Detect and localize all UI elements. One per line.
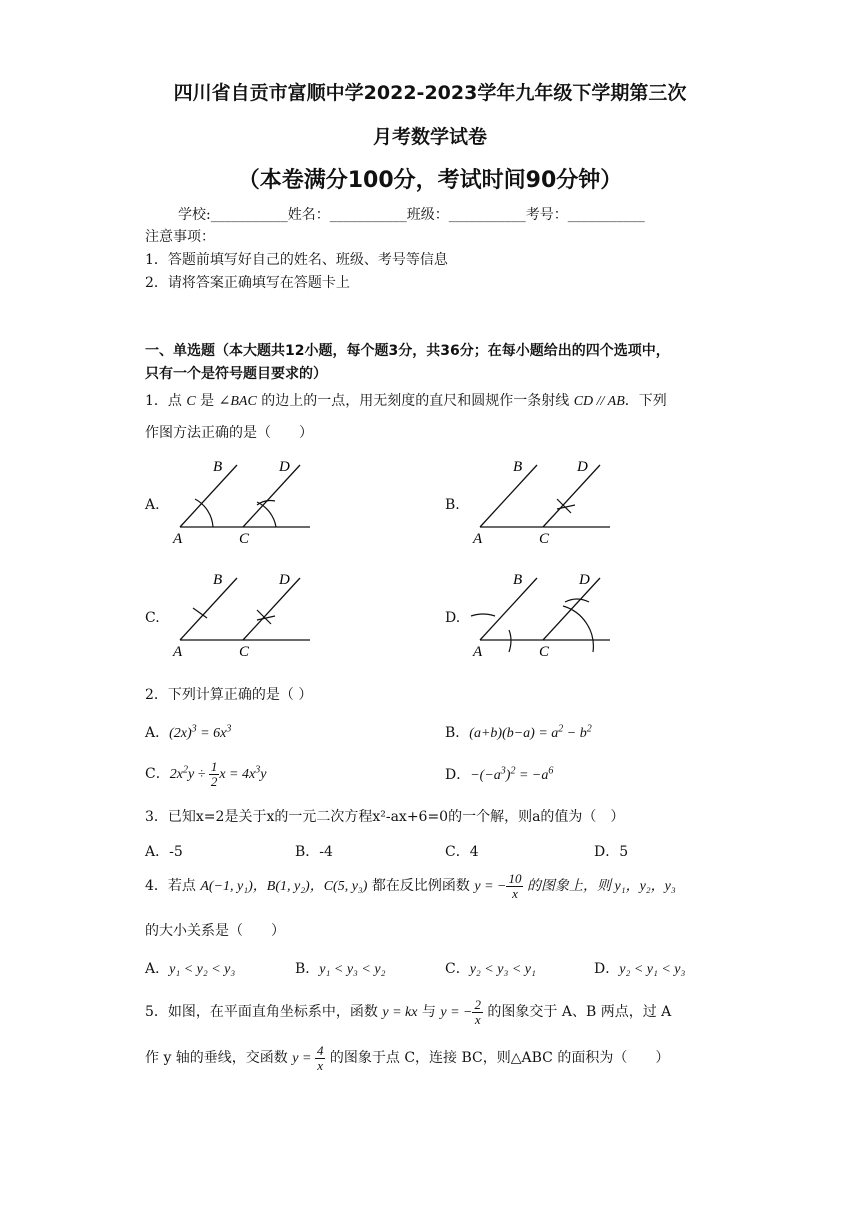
q1-tail: ．下列 <box>624 393 667 409</box>
q2-stem: 2．下列计算正确的是（ ） <box>145 687 313 703</box>
q3-option-c: C．4 <box>445 844 479 860</box>
student-info-line: 学校:___________姓名：___________班级：___________考号：___________ <box>178 207 645 223</box>
q1-diagram-b <box>465 455 625 550</box>
q1-diagram-c <box>165 568 325 663</box>
q1-option-c-label: C. <box>145 610 160 626</box>
q1-option-d-label: D. <box>445 610 461 626</box>
label-d: D <box>579 572 590 588</box>
label-a: A <box>473 531 483 547</box>
q1-parallel: CD // AB <box>573 394 625 409</box>
q5-stem-line1: 5．如图，在平面直角坐标系中，函数 y = kx 与 y = − $\frac{2}{x}$ 的图象交于 A、B 两点，过 A <box>145 997 672 1027</box>
label-d: D <box>279 572 290 588</box>
q4-fraction: $\frac{10}{x}$ <box>508 871 522 901</box>
label-a: A <box>173 531 183 547</box>
q1-after: 的边上的一点，用无刻度的直尺和圆规作一条射线 <box>256 393 574 409</box>
label-c: C <box>239 531 250 547</box>
q1-diagram-d <box>465 568 625 663</box>
notice-heading: 注意事项： <box>145 229 215 245</box>
q1-option-a-label: A. <box>145 497 160 513</box>
q2-option-d: D．$-(-a^3)^2 = -a^6$ <box>445 765 554 783</box>
label-c: C <box>239 644 250 660</box>
label-b: B <box>513 572 523 588</box>
q3-option-a: A．-5 <box>145 844 183 860</box>
q4-points: A(−1, y₁)，B(1, y₂)，C(5, y₃) <box>200 879 368 895</box>
q1-stem-line1 <box>145 390 667 410</box>
q4-option-c: C．y₂ < y₃ < y₁ <box>445 961 536 977</box>
q2-c-fraction: $\frac{1}{2}$ <box>210 759 218 789</box>
label-c: C <box>539 531 550 547</box>
q1-angle: ∠BAC <box>218 394 257 409</box>
q3-option-d: D．5 <box>594 844 629 860</box>
section-heading-line1: 一、单选题（本大题共12小题，每个题3分，共36分；在每小题给出的四个选项中， <box>145 343 670 359</box>
q5-fraction-1: $\frac{2}{x}$ <box>474 997 481 1027</box>
q1-mid: 是 <box>195 393 219 409</box>
q1-pre: 1．点 <box>145 393 187 409</box>
label-b: B <box>213 459 223 475</box>
exam-title-line2: 月考数学试卷 <box>372 126 487 148</box>
q1-diagram-a <box>165 455 325 550</box>
notice-item-1: 1．答题前填写好自己的姓名、班级、考号等信息 <box>145 252 448 268</box>
q4-option-b: B．y₁ < y₃ < y₂ <box>295 961 386 977</box>
q1-stem-line2: 作图方法正确的是（ ） <box>145 425 313 441</box>
q5-stem-line2: 作 y 轴的垂线，交函数 y = $\frac{4}{x}$ 的图象于点 C，连接 BC，则△ABC 的面积为（ ） <box>145 1043 670 1073</box>
q5-fraction-2: $\frac{4}{x}$ <box>316 1043 324 1073</box>
q4-option-d: D．y₂ < y₁ < y₃ <box>594 961 686 977</box>
q2-option-a: A．$(2x)^3 = 6x^3$ <box>145 723 232 741</box>
label-c: C <box>539 644 550 660</box>
label-b: B <box>213 572 223 588</box>
label-d: D <box>279 459 290 475</box>
label-a: A <box>473 644 483 660</box>
q1-point-c: C <box>186 394 196 409</box>
q3-stem: 3．已知x=2是关于x的一元二次方程x²-ax+6=0的一个解，则a的值为（ ） <box>145 809 625 825</box>
label-d: D <box>577 459 588 475</box>
q2-option-b: B．$(a+b)(b-a) = a^2 - b^2$ <box>445 723 592 741</box>
exam-title-line1: 四川省自贡市富顺中学2022-2023学年九年级下学期第三次 <box>173 82 687 104</box>
q4-stem-line1: 4．若点 A(−1, y₁)，B(1, y₂)，C(5, y₃) 都在反比例函数 y = − $\frac{10}{x}$ 的图象上，则 y₁，y₂，y₃ <box>145 871 676 901</box>
q4-option-a: A．y₁ < y₂ < y₃ <box>145 961 236 977</box>
q3-option-b: B．-4 <box>295 844 333 860</box>
q1-option-b-label: B. <box>445 497 460 513</box>
section-heading-line2: 只有一个是符号题目要求的） <box>145 366 327 382</box>
label-a: A <box>173 644 183 660</box>
exam-subtitle: （本卷满分100分，考试时间90分钟） <box>237 168 623 193</box>
label-b: B <box>513 459 523 475</box>
q2-option-c: C．$2x^2y$ ÷ $\frac{1}{2}$ $x = 4x^3y$ <box>145 759 267 789</box>
notice-item-2: 2．请将答案正确填写在答题卡上 <box>145 275 350 291</box>
q4-stem-line2: 的大小关系是（ ） <box>145 923 285 939</box>
